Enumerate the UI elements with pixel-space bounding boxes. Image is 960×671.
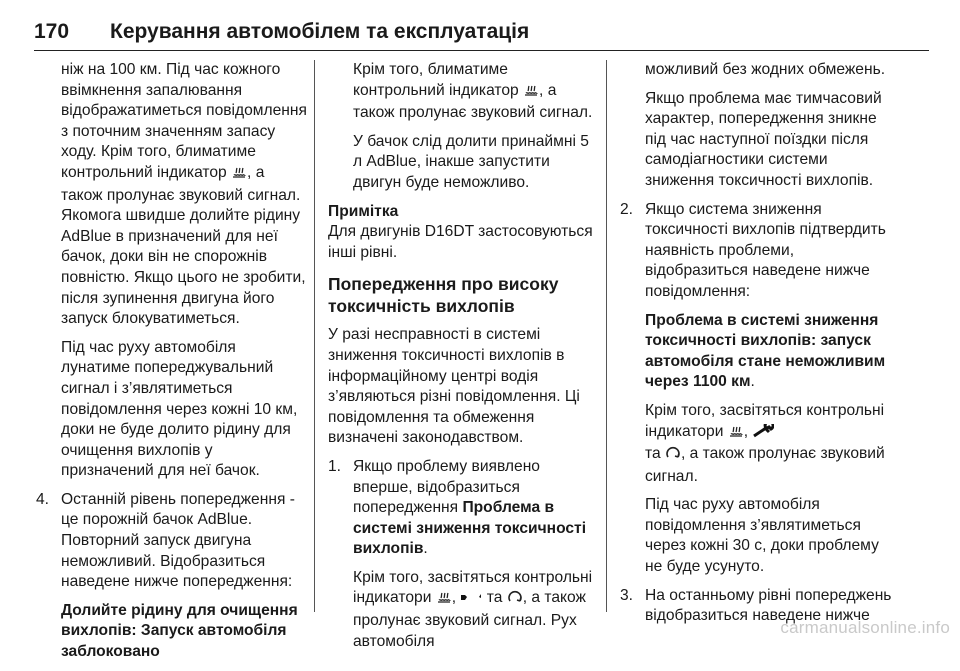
page-number: 170 [34, 20, 70, 43]
emission-warning-icon [523, 82, 539, 104]
paragraph: У бачок слід долити принаймні 5 л AdBlue, інакше запустити двигун буде неможливо. [353, 132, 589, 191]
emission-warning-icon [231, 164, 247, 186]
emission-warning-icon [436, 589, 452, 611]
paragraph: У разі несправності в системі зниження токсичності вихлопів в інформаційному центрі водія з’являються різні повідомлення. Ці повідомлення та обмеження визначені законодавством. [328, 326, 580, 447]
paragraph: Крім того, блиматиме контрольний індикатор , а також пролунає звуковий сигнал. [353, 61, 593, 122]
list-item: 1. Якщо проблему виявлено вперше, відобразиться попередження Проблема в системі зниження токсичності вихлопів. Крім того, засвітяться контрольні індикатори , та , а також пролунає звуковий сигнал. Рух автомобіля [328, 457, 593, 650]
emission-warning-icon [728, 423, 744, 445]
paragraph: ніж на 100 км. Під час кожного ввімкнення запалювання відображатиметься повідомлення з поточним значенням запасу ходу. Крім того, блиматиме контрольний індикатор , а також пролунає звуковий сигнал. Якомога швидше долийте рідину AdBlue в призначений для неї бачок, доки він не спорожнів повністю. Якщо цього не зробити, після зупинення двигуна його запуск блокуватиметься. [61, 61, 307, 328]
section-heading: Попередження про високу токсичність вихлопів [328, 274, 559, 317]
list-item: 2. Якщо система зниження токсичності вихлопів підтвердить наявність проблеми, відобразиться наведене нижче повідомлення: Проблема в системі зниження токсичності вихлопів: запуск автомобіля стане неможливим через 1100 км. Крім того, засвітяться контрольні індикатори , та , а також пролунає звуковий сигнал. Під час руху автомобіля повідомлення з’являтиметься через кожні 30 с, доки проблему не буде усунуто. [620, 200, 886, 576]
page-header [34, 18, 929, 51]
wrench-icon [460, 590, 482, 611]
paragraph: можливий без жодних обмежень. [645, 61, 886, 78]
column-divider [314, 60, 315, 612]
column-3 [620, 60, 895, 635]
list-item: 4. Останній рівень попередження - це порожній бачок AdBlue. Повторний запуск двигуна неможливий. Відобразиться наведене нижче попередження: Долийте рідину для очищення вихлопів: Запуск автомобіля заблоковано [36, 490, 298, 661]
note-heading: Примітка [328, 202, 399, 220]
note-text: Для двигунів D16DT застосовуються інші рівні. [328, 223, 593, 261]
page-title: Керування автомобілем та експлуатація [110, 20, 530, 43]
column-divider [606, 60, 607, 612]
watermark: carmanualsonline.info [780, 618, 950, 637]
engine-check-icon [507, 589, 523, 611]
wrench-icon [752, 424, 774, 445]
column-2 [328, 60, 600, 660]
paragraph: Під час руху автомобіля лунатиме попереджувальний сигнал і з’являтиметься повідомлення через кожні 10 км, доки не буде долито рідину для очищення вихлопів у призначений для неї бачок. [61, 338, 298, 480]
column-1 [36, 60, 308, 671]
list-item: 3. На останньому рівні попереджень відобразиться наведене нижче [620, 586, 892, 625]
engine-check-icon [665, 445, 681, 467]
paragraph: Якщо проблема має тимчасовий характер, попередження зникне під час наступної поїздки після самодіагностики системи зниження токсичності вихлопів. [645, 89, 882, 189]
